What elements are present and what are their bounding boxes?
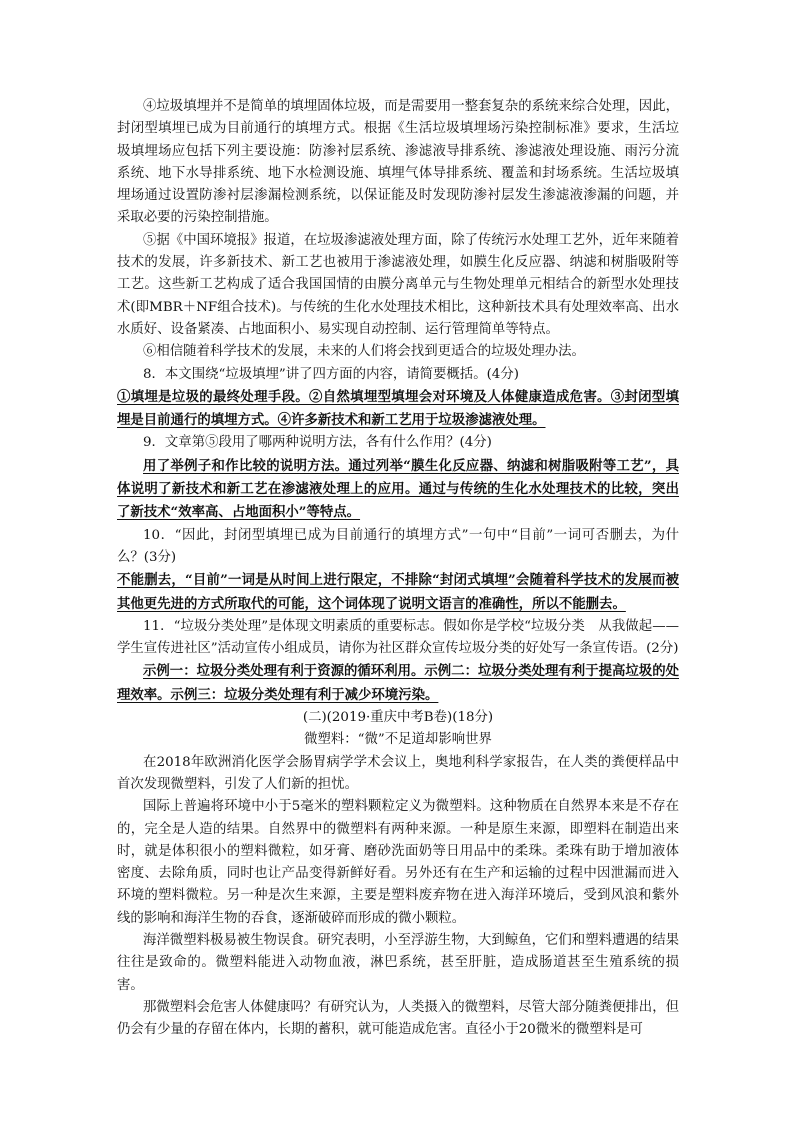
answer-10-text: 不能删去，“目前”一词是从时间上进行限定，不排除“封闭式填埋”会随着科学技术的发展而被其他更先进的方式所取代的可能，这个词体现了说明文语言的准确性，所以不能删去。 xyxy=(117,572,679,612)
answer-11-text: 示例一：垃圾分类处理有利于资源的循环利用。示例二：垃圾分类处理有利于提高垃圾的处理效率。示例三：垃圾分类处理有利于减少环境污染。 xyxy=(117,663,679,703)
question-8: 8．本文围绕“垃圾填埋”讲了四方面的内容，请简要概括。(4分) xyxy=(143,366,519,382)
question-10: 10．“因此，封闭型填埋已成为目前通行的填埋方式”一句中“目前”一词可否删去，为什么？(3分) xyxy=(117,527,679,565)
article-paragraph-4: 那微塑料会危害人体健康吗？有研究认为，人类摄入的微塑料，尽管大部分随粪便排出，但仍会有少量的存留在体内，长期的蓄积，就可能造成危害。直径小于20微米的微塑料是可 xyxy=(117,999,679,1038)
article-paragraph-3: 海洋微塑料极易被生物误食。研究表明，小至浮游生物，大到鲸鱼，它们和塑料遭遇的结果往往是致命的。微塑料能进入动物血液，淋巴系统，甚至肝脏，造成肠道甚至生殖系统的损害。 xyxy=(117,932,679,993)
document-page xyxy=(117,96,679,1041)
answer-9-text: 用了举例子和作比较的说明方法。通过列举“膜生化反应器、纳滤和树脂吸附等工艺”，具体说明了新技术和新工艺在渗滤液处理上的应用。通过与传统的生化水处理技术的比较，突出了新技术“效率高、占地面积小”等特点。 xyxy=(117,457,679,521)
section-label: (二)(2019·重庆中考B卷)(18分) xyxy=(302,710,494,726)
passage-paragraph-5: ⑤据《中国环境报》报道，在垃圾渗滤液处理方面，除了传统污水处理工艺外，近年来随着技术的发展，许多新技术、新工艺也被用于渗滤液处理，如膜生化反应器、纳滤和树脂吸附等工艺。这些新工艺构成了适合我国国情的由膜分离单元与生物处理单元相结合的新型水处理技术(即MBR＋NF组合技术)。与传统的生化水处理技术相比，这种新技术具有处理效率高、出水水质好、设备紧凑、占地面积小、易实现自动控制、运行管理简单等特点。 xyxy=(117,232,679,337)
article-paragraph-2: 国际上普遍将环境中小于5毫米的塑料颗粒定义为微塑料。这种物质在自然界本来是不存在的，完全是人造的结果。自然界中的微塑料有两种来源。一种是原生来源，即塑料在制造出来时，就是体积很小的塑料微粒，如牙膏、磨砂洗面奶等日用品中的柔珠。柔珠有助于增加液体密度、去除角质，同时也让产品变得新鲜好看。另外还有在生产和运输的过程中因泄漏而进入环境的塑料微粒。另一种是次生来源，主要是塑料废弃物在进入海洋环境后，受到风浪和紫外线的影响和海洋生物的吞食，逐渐破碎而形成的微小颗粒。 xyxy=(117,799,679,926)
article-title: 微塑料：“微”不足道却影响世界 xyxy=(304,732,492,748)
question-11: 11．“垃圾分类处理”是体现文明素质的重要标志。假如你是学校“垃圾分类 从我做起——学生宣传进社区”活动宣传小组成员，请你为社区群众宣传垃圾分类的好处写一条宣传语。(2分) xyxy=(117,618,679,657)
answer-10 xyxy=(117,569,679,616)
article-paragraph-1: 在2018年欧洲消化医学会肠胃病学学术会议上，奥地利科学家报告，在人类的粪便样品中首次发现微塑料，引发了人们新的担忧。 xyxy=(117,754,679,792)
answer-8-text: ①填埋是垃圾的最终处理手段。②自然填埋型填埋会对环境及人体健康造成危害。③封闭型填埋是目前通行的填埋方式。④许多新技术和新工艺用于垃圾渗滤液处理。 xyxy=(117,388,679,429)
passage-paragraph-4: ④垃圾填埋并不是简单的填埋固体垃圾，而是需要用一整套复杂的系统来综合处理，因此，封闭型填埋已成为目前通行的填埋方式。根据《生活垃圾填埋场污染控制标准》要求，生活垃圾填埋场应包括下列主要设施：防渗衬层系统、渗滤液导排系统、渗滤液处理设施、雨污分流系统、地下水导排系统、地下水检测设施、填埋气体导排系统、覆盖和封场系统。生活垃圾填埋场通过设置防渗衬层渗漏检测系统，以保证能及时发现防渗衬层发生渗滤液渗漏的问题，并采取必要的污染控制措施。 xyxy=(117,99,679,226)
answer-8 xyxy=(117,386,679,433)
answer-11 xyxy=(117,660,679,707)
passage-paragraph-6: ⑥相信随着科学技术的发展，未来的人们将会找到更适合的垃圾处理办法。 xyxy=(143,344,585,360)
answer-9 xyxy=(117,455,679,525)
question-9: 9．文章第⑤段用了哪两种说明方法，各有什么作用？(4分) xyxy=(143,435,492,451)
